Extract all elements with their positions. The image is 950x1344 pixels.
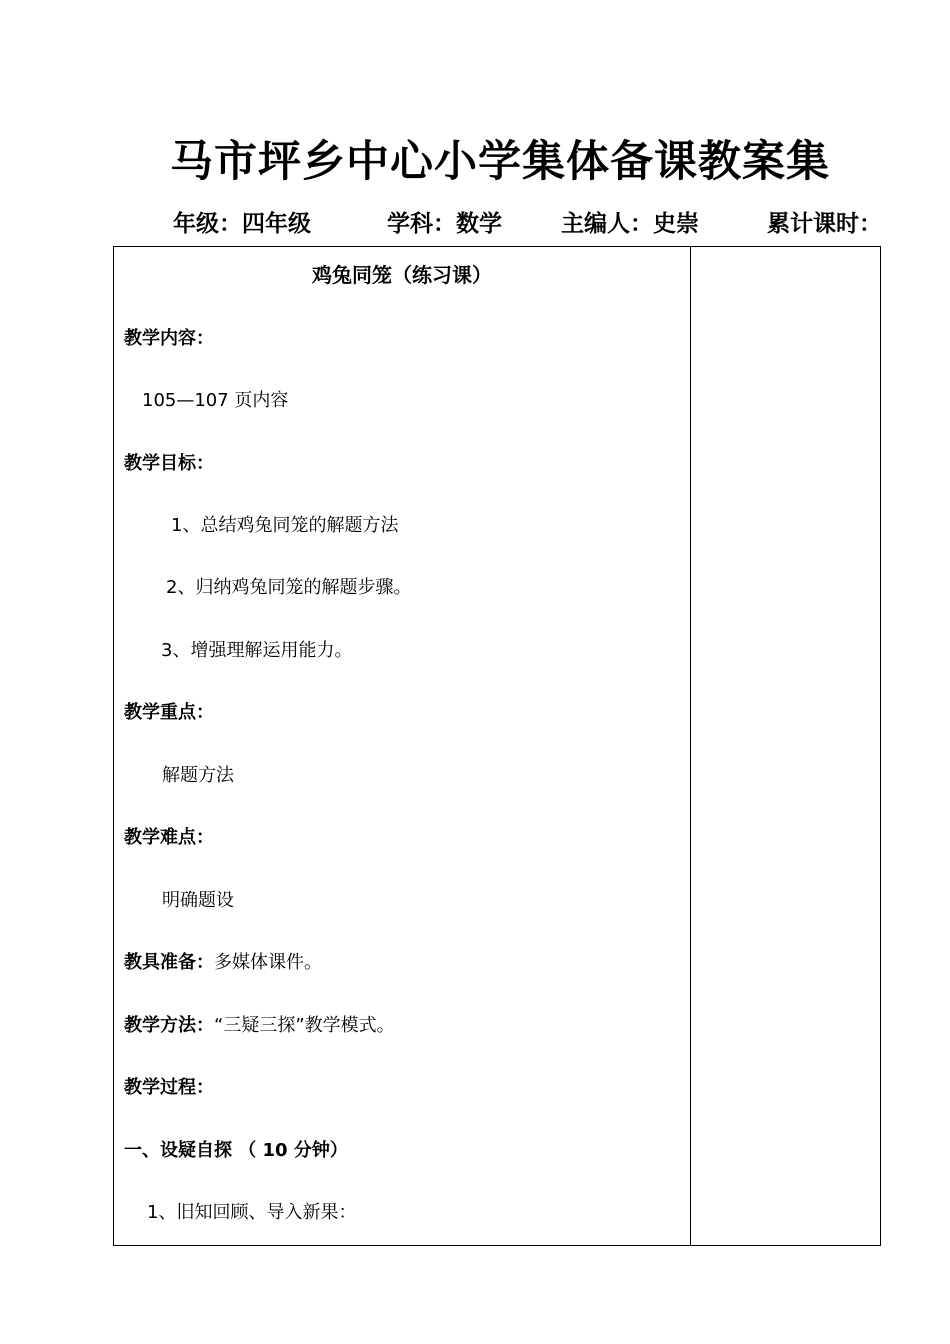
tools-text: 多媒体课件。 [214,952,322,973]
goal-item-1: 1、总结鸡兔同笼的解题方法 [171,515,399,536]
difficulty-label: 教学难点： [124,827,214,848]
goal-item-2: 2、归纳鸡兔同笼的解题步骤。 [166,577,412,598]
lesson-table [113,246,881,1246]
key-text: 解题方法 [162,765,234,786]
page-title: 马市坪乡中心小学集体备课教案集 [170,137,830,187]
method-line [124,1012,395,1040]
lesson-title: 鸡兔同笼（练习课） [312,263,492,287]
difficulty-text: 明确题设 [162,890,234,911]
goals-label: 教学目标： [124,453,214,474]
meta-row [0,204,950,244]
subject-field: 学科：数学 [387,211,502,237]
column-divider [690,247,691,1245]
process-label: 教学过程： [124,1077,214,1098]
method-label: 教学方法： [124,1015,214,1036]
section-1-title: 一、设疑自探 （ 10 分钟） [124,1140,348,1161]
editor-field: 主编人：史崇 [561,211,699,237]
method-text: “三疑三探”教学模式。 [214,1015,395,1036]
grade-field: 年级：四年级 [173,211,311,237]
content-text: 105—107 页内容 [142,390,289,411]
section-1-item-1: 1、旧知回顾、导入新果： [147,1202,357,1223]
content-label: 教学内容： [124,328,214,349]
tools-line [124,949,322,977]
tools-label: 教具准备： [124,952,214,973]
goal-item-3: 3、增强理解运用能力。 [161,640,353,661]
key-label: 教学重点： [124,702,214,723]
hours-field: 累计课时： [767,211,882,237]
